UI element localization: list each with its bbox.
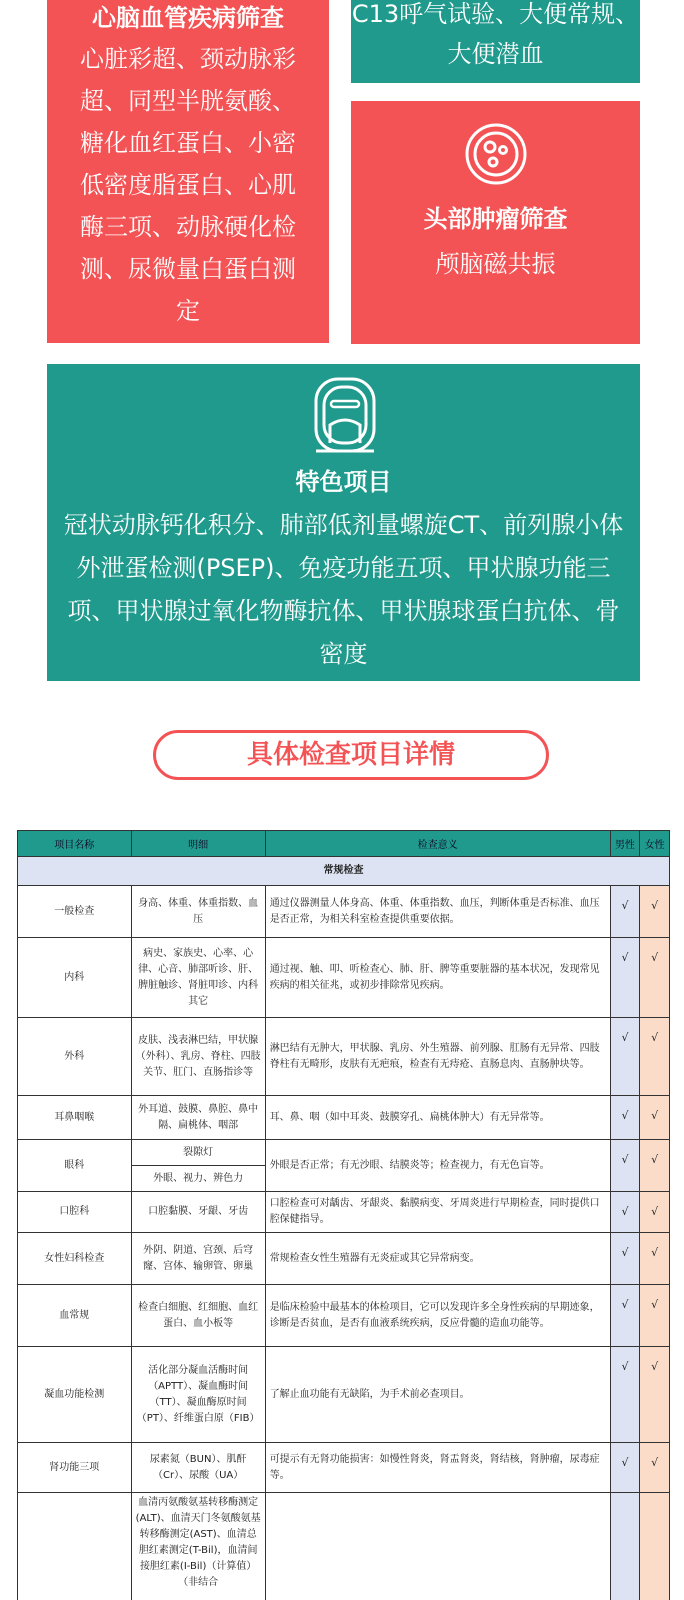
card-body: 冠状动脉钙化积分、肺部低剂量螺旋CT、前列腺小体外泄蛋检测(PSEP)、免疫功能五项、甲状腺功能三项、甲状腺过氧化物酶抗体、甲状腺球蛋白抗体、骨密度: [63, 511, 624, 668]
item-meaning: 耳、鼻、咽（如中耳炎、鼓膜穿孔、扁桃体肿大）有无异常等。: [265, 1096, 610, 1140]
item-detail: 检查白细胞、红细胞、血红蛋白、血小板等: [131, 1285, 265, 1347]
male-check: √: [610, 1233, 640, 1285]
item-detail: 口腔黏膜、牙龈、牙齿: [131, 1192, 265, 1233]
item-detail: 皮肤、浅表淋巴结，甲状腺（外科）、乳房、脊柱、四肢关节、肛门、直肠指诊等: [131, 1018, 265, 1096]
card-body: 颅脑磁共振: [435, 250, 556, 278]
male-check: √: [610, 1285, 640, 1347]
female-check: √: [640, 1285, 670, 1347]
col-header-meaning: 检查意义: [265, 831, 610, 857]
item-name: 凝血功能检测: [18, 1347, 132, 1443]
item-detail: 外耳道、鼓膜、鼻腔、鼻中隔、扁桃体、咽部: [131, 1096, 265, 1140]
item-meaning: 可提示有无肾功能损害：如慢性肾炎，肾盂肾炎，肾结核，肾肿瘤，尿毒症等。: [265, 1443, 610, 1493]
item-meaning: 常规检查女性生殖器有无炎症或其它异常病变。: [265, 1233, 610, 1285]
item-meaning: 外眼是否正常；有无沙眼、结膜炎等；检查视力，有无色盲等。: [265, 1140, 610, 1192]
table-row: [18, 938, 670, 1018]
col-header-detail: 明细: [131, 831, 265, 857]
item-meaning: 淋巴结有无肿大，甲状腺、乳房、外生殖器、前列腺、肛肠有无异常、四肢脊柱有无畸形，皮肤有无疤痕，检查有无痔疮、直肠息肉、直肠肿块等。: [265, 1018, 610, 1096]
item-detail: 身高、体重、体重指数、血压: [131, 886, 265, 938]
item-meaning: 了解止血功能有无缺陷，为手术前必查项目。: [265, 1347, 610, 1443]
col-header-female: 女性: [640, 831, 670, 857]
item-name: 女性妇科检查: [18, 1233, 132, 1285]
item-detail: 血清丙氨酸氨基转移酶测定(ALT)、血清天门冬氨酸氨基转移酶测定(AST)、血清总胆红素测定(T-Bil)，血清间接胆红素(I-Bil)（计算值）（非结合: [131, 1493, 265, 1600]
item-meaning: 是临床检验中最基本的体检项目，它可以发现许多全身性疾病的早期迹象，诊断是否贫血，是否有血液系统疾病，反应骨髓的造血功能等。: [265, 1285, 610, 1347]
col-header-male: 男性: [610, 831, 640, 857]
female-check: √: [640, 1347, 670, 1443]
male-cell: [610, 1493, 640, 1600]
special-items-card: [47, 364, 640, 681]
card-title: 头部肿瘤筛查: [423, 205, 568, 233]
item-detail: 病史、家族史、心率、心律、心音、肺部听诊、肝、脾脏触诊、肾脏叩诊、内科其它: [131, 938, 265, 1018]
item-meaning: 通过视、触、叩、听检查心、肺、肝、脾等重要脏器的基本状况，发现常见疾病的相关征兆，或初步排除常见疾病。: [265, 938, 610, 1018]
cardio-screening-card: [47, 0, 329, 343]
item-name: 外科: [18, 1018, 132, 1096]
item-detail: 尿素氮（BUN）、肌酐（Cr）、尿酸（UA）: [131, 1443, 265, 1493]
male-check: √: [610, 938, 640, 1018]
card-body: C13呼气试验、大便常规、大便潜血: [351, 0, 640, 68]
item-meaning: [265, 1493, 610, 1600]
cell-icon: [463, 121, 529, 187]
table-row: [18, 1493, 670, 1600]
female-check: √: [640, 1233, 670, 1285]
table-row: [18, 1285, 670, 1347]
female-check: √: [640, 886, 670, 938]
female-check: √: [640, 1443, 670, 1493]
item-detail: 裂隙灯: [131, 1140, 265, 1166]
card-title: 心脑血管疾病筛查: [92, 4, 284, 32]
item-name: 耳鼻咽喉: [18, 1096, 132, 1140]
ct-scanner-icon: [312, 375, 378, 455]
item-name: 眼科: [18, 1140, 132, 1192]
table-row: [18, 1192, 670, 1233]
item-meaning: 通过仪器测量人体身高、体重、体重指数、血压，判断体重是否标准、血压是否正常，为相关科室检查提供重要依据。: [265, 886, 610, 938]
female-check: √: [640, 1018, 670, 1096]
male-check: √: [610, 1443, 640, 1493]
male-check: √: [610, 886, 640, 938]
male-check: √: [610, 1096, 640, 1140]
head-tumor-card: [351, 101, 640, 344]
female-cell: [640, 1493, 670, 1600]
table-header-row: [18, 831, 670, 857]
table-row: [18, 1347, 670, 1443]
female-check: √: [640, 938, 670, 1018]
item-name: 口腔科: [18, 1192, 132, 1233]
table-row: [18, 1233, 670, 1285]
item-name: 肾功能三项: [18, 1443, 132, 1493]
item-detail: 活化部分凝血活酶时间（APTT）、凝血酶时间（TT）、凝血酶原时间（PT）、纤维蛋白原（FIB）: [131, 1347, 265, 1443]
male-check: √: [610, 1018, 640, 1096]
male-check: √: [610, 1347, 640, 1443]
section-row: [18, 857, 670, 886]
item-name: 内科: [18, 938, 132, 1018]
female-check: √: [640, 1096, 670, 1140]
female-check: √: [640, 1192, 670, 1233]
table-row: [18, 1096, 670, 1140]
exam-items-table: [17, 830, 670, 1600]
table-row: [18, 1443, 670, 1493]
item-meaning: 口腔检查可对龋齿、牙龈炎、黏膜病变、牙周炎进行早期检查，同时提供口腔保健指导。: [265, 1192, 610, 1233]
digestive-screening-card: [351, 0, 640, 83]
item-detail: 外眼、视力、辨色力: [131, 1166, 265, 1192]
item-name: 一般检查: [18, 886, 132, 938]
card-body: 心脏彩超、颈动脉彩超、同型半胱氨酸、糖化血红蛋白、小密低密度脂蛋白、心肌酶三项、动脉硬化检测、尿微量白蛋白测定: [80, 45, 296, 325]
male-check: √: [610, 1140, 640, 1192]
item-name: [18, 1493, 132, 1600]
col-header-name: 项目名称: [18, 831, 132, 857]
section-title: 常规检查: [18, 857, 670, 886]
table-row: [18, 886, 670, 938]
table-row: [18, 1018, 670, 1096]
item-detail: 外阴、阴道、宫颈、后穹窿、宫体、输卵管、卵巢: [131, 1233, 265, 1285]
item-name: 血常规: [18, 1285, 132, 1347]
female-check: √: [640, 1140, 670, 1192]
card-title: 特色项目: [295, 468, 392, 496]
table-row: [18, 1140, 670, 1166]
male-check: √: [610, 1192, 640, 1233]
section-banner: 具体检查项目详情: [153, 730, 549, 780]
